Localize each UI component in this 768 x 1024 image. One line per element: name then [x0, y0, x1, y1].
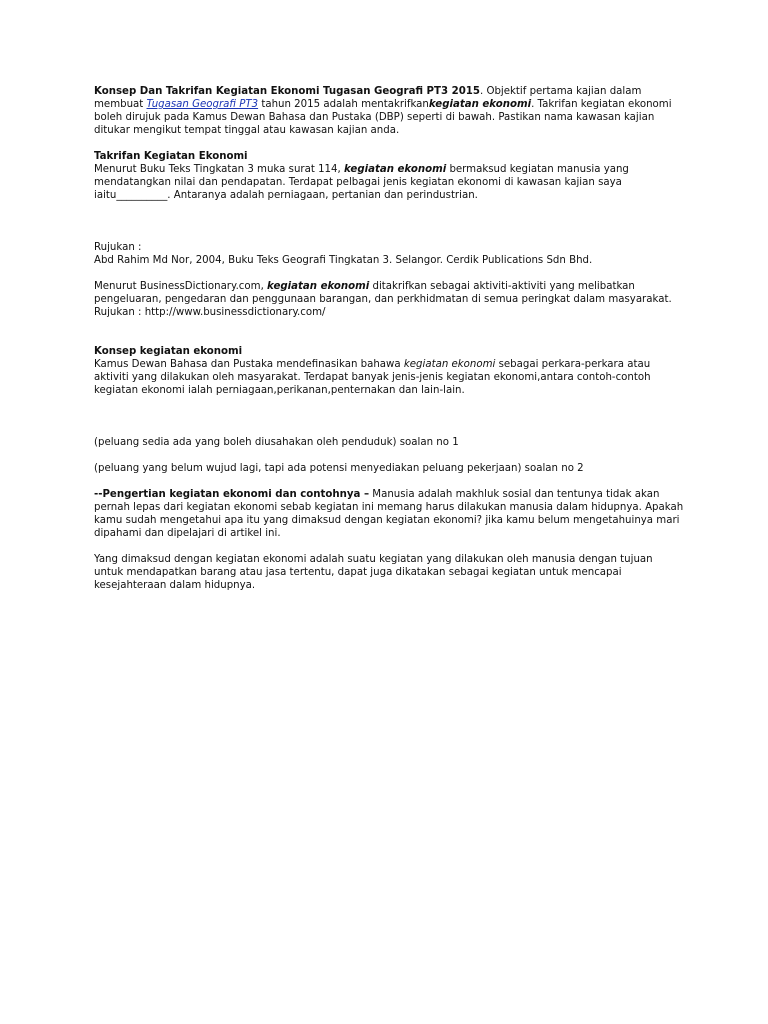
takrifan-text-2: bermaksud kegiatan manusia yang mendatangkan nilai dan pendapatan. Terdapat pelbagai jenis kegiatan ekonomi di kawasan kajian saya iaitu__________. Antaranya adalah perniagaan, pertanian dan perindustrian.	[94, 164, 629, 201]
rujukan-label: Rujukan :	[94, 242, 142, 253]
takrifan-text-1: Menurut Buku Teks Tingkatan 3 muka surat 114,	[94, 164, 344, 175]
konsep-term: kegiatan ekonomi	[403, 359, 496, 370]
intro-text-2: tahun 2015 adalah mentakrifkan	[258, 99, 429, 110]
intro-text-3: . Takrifan kegiatan ekonomi boleh dirujuk pada Kamus Dewan Bahasa dan Pustaka (DBP) seperti di bawah. Pastikan nama kawasan kajian ditukar mengikut tempat tinggal atau kawasan kajian anda.	[94, 99, 672, 136]
takrifan-heading-text: Takrifan Kegiatan Ekonomi	[94, 151, 248, 162]
pengertian-heading: --Pengertian kegiatan ekonomi dan contohnya –	[94, 489, 370, 500]
note-soalan-2: (peluang yang belum wujud lagi, tapi ada potensi menyediakan peluang pekerjaan) soalan no 2	[94, 463, 584, 474]
konsep-heading	[94, 345, 684, 358]
note-soalan-1: (peluang sedia ada yang boleh diusahakan oleh penduduk) soalan no 1	[94, 437, 459, 448]
intro-paragraph	[94, 85, 684, 137]
takrifan-paragraph	[94, 163, 684, 202]
konsep-paragraph	[94, 358, 684, 397]
takrifan-term: kegiatan ekonomi	[344, 164, 447, 175]
businessdictionary-paragraph	[94, 280, 684, 306]
bd-term: kegiatan ekonomi	[267, 281, 370, 292]
takrifan-heading	[94, 150, 684, 163]
konsep-heading-text: Konsep kegiatan ekonomi	[94, 346, 243, 357]
konsep-text-1: Kamus Dewan Bahasa dan Pustaka mendefinasikan bahawa	[94, 359, 404, 370]
rujukan-citation: Abd Rahim Md Nor, 2004, Buku Teks Geografi Tingkatan 3. Selangor. Cerdik Publications Sdn Bhd.	[94, 255, 593, 266]
document-title: Konsep Dan Takrifan Kegiatan Ekonomi Tugasan Geografi PT3 2015	[94, 86, 480, 97]
pengertian-paragraph	[94, 488, 684, 540]
intro-term: kegiatan ekonomi	[428, 99, 532, 110]
document-body	[94, 85, 684, 592]
konsep-text-2: sebagai perkara-perkara atau aktiviti yang dilakukan oleh masyarakat. Terdapat banyak jenis-jenis kegiatan ekonomi,antara contoh-contoh kegiatan ekonomi ialah perniagaan,perikanan,penternakan dan lain-lain.	[94, 359, 651, 396]
bd-rujukan: Rujukan : http://www.businessdictionary.com/	[94, 307, 326, 318]
tugasan-geografi-link[interactable]: Tugasan Geografi PT3	[146, 99, 259, 110]
bd-text-1: Menurut BusinessDictionary.com,	[94, 281, 268, 292]
bd-text-2: ditakrifkan sebagai aktiviti-aktiviti yang melibatkan pengeluaran, pengedaran dan penggunaan barangan, dan perkhidmatan di semua peringkat dalam masyarakat.	[94, 281, 672, 305]
intro-text-1: . Objektif pertama kajian dalam membuat	[94, 86, 642, 110]
pengertian-text: Manusia adalah makhluk sosial dan tentunya tidak akan pernah lepas dari kegiatan ekonomi sebab kegiatan ini memang harus dilakukan manusia dalam hidupnya. Apakah kamu sudah mengetahui apa itu yang dimaksud dengan kegiatan ekonomi? jika kamu belum mengetahuinya mari dipahami dan dipelajari di artikel ini.	[94, 489, 684, 539]
definisi-paragraph: Yang dimaksud dengan kegiatan ekonomi adalah suatu kegiatan yang dilakukan oleh manusia dengan tujuan untuk mendapatkan barang atau jasa tertentu, dapat juga dikatakan sebagai kegiatan untuk mencapai kesejahteraan dalam hidupnya.	[94, 554, 653, 591]
